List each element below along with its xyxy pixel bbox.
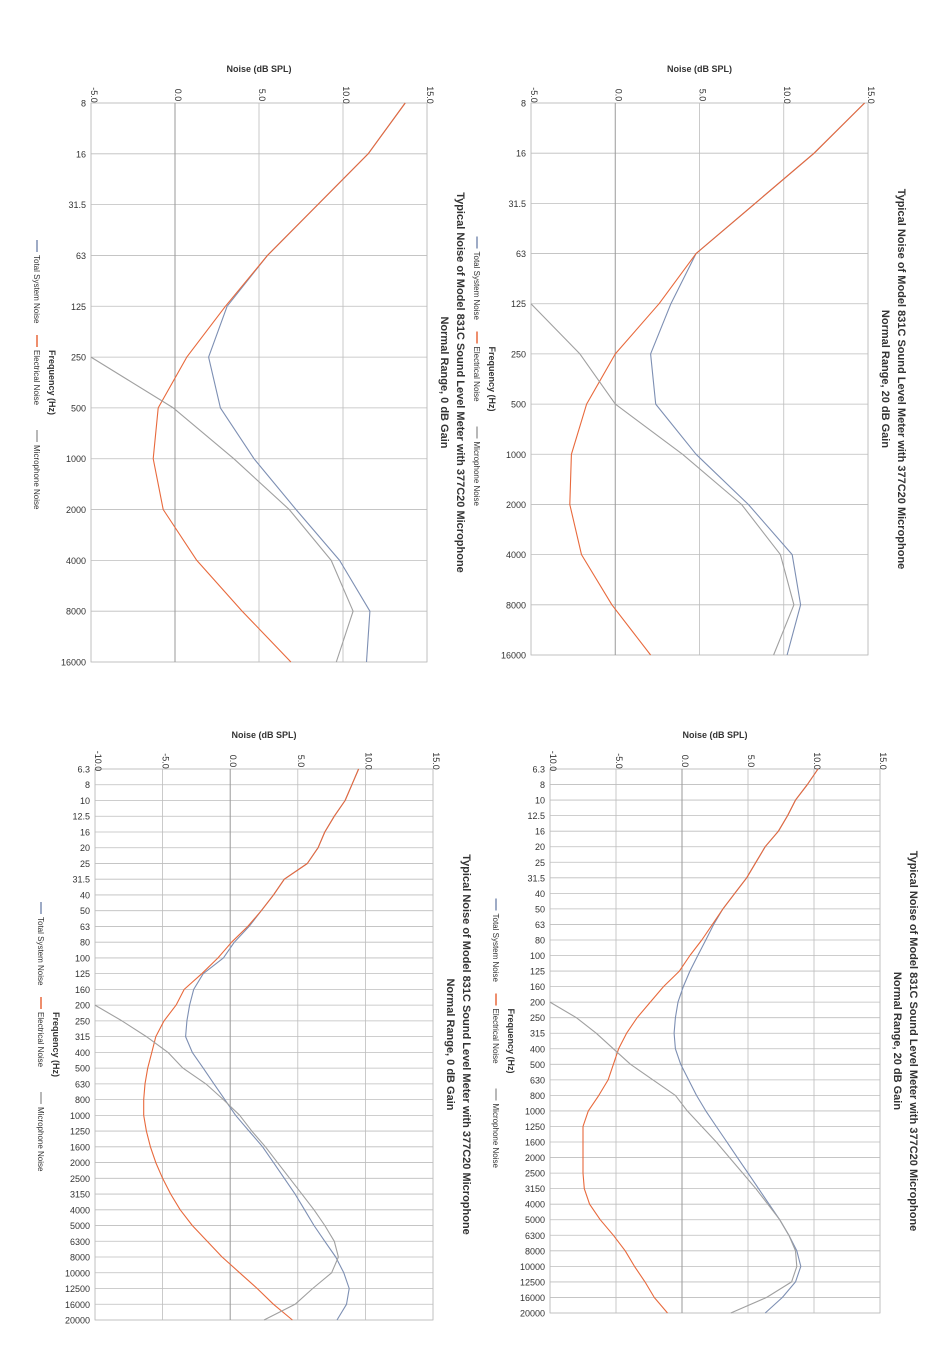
category-tick-label: 8000 <box>505 600 526 611</box>
category-tick-label: 125 <box>510 299 526 310</box>
legend-label: Electrical Noise <box>32 350 41 406</box>
category-tick-label: 31.5 <box>72 874 90 885</box>
category-tick-label: 8000 <box>69 1252 90 1263</box>
value-tick-label: 5.0 <box>746 754 756 768</box>
category-tick-label: 10000 <box>64 1268 90 1279</box>
value-tick-label: 10.0 <box>341 86 351 104</box>
series-line-total <box>651 103 865 655</box>
category-axis-title: Frequency (Hz) <box>51 1011 61 1078</box>
series-line-total <box>186 769 359 1320</box>
category-tick-label: 3150 <box>69 1189 90 1200</box>
category-tick-label: 8 <box>80 98 86 109</box>
category-axis-title: Frequency (Hz) <box>487 346 497 412</box>
legend <box>491 899 500 1169</box>
legend-label: Microphone Noise <box>32 445 41 510</box>
category-tick-label: 8000 <box>65 606 86 617</box>
category-tick-label: 16 <box>534 826 545 837</box>
value-axis-title: Noise (dB SPL) <box>666 64 733 74</box>
category-tick-label: 6.3 <box>532 764 545 775</box>
chart-0db-gain-octave <box>32 64 466 668</box>
value-tick-label: -10.0 <box>548 750 558 772</box>
category-tick-label: 4000 <box>65 555 86 566</box>
category-tick-label: 200 <box>529 997 545 1008</box>
category-tick-label: 800 <box>74 1095 90 1106</box>
category-tick-label: 100 <box>74 953 90 964</box>
chart-title: Typical Noise of Model 831C Sound Level Meter with 377C20 Microphone <box>454 192 466 573</box>
chart-20db-gain-octave <box>472 64 907 661</box>
series-line-total <box>209 103 406 662</box>
legend-label: Total System Noise <box>491 913 500 982</box>
value-tick-label: 10.0 <box>812 752 822 770</box>
value-tick-label: 15.0 <box>866 86 876 104</box>
value-tick-label: 0.0 <box>613 88 624 102</box>
category-tick-label: 400 <box>529 1044 545 1055</box>
category-tick-label: 125 <box>70 301 86 312</box>
value-tick-label: -5.0 <box>614 753 624 769</box>
category-tick-label: 6.3 <box>77 764 90 775</box>
category-tick-label: 3150 <box>524 1184 545 1195</box>
series-line-electrical <box>144 769 359 1320</box>
category-tick-label: 80 <box>79 937 90 948</box>
value-tick-label: -5.0 <box>529 87 539 103</box>
category-tick-label: 16000 <box>60 657 86 668</box>
value-tick-label: 10.0 <box>363 752 374 770</box>
category-tick-label: 1250 <box>524 1121 545 1132</box>
category-tick-label: 2000 <box>65 505 86 516</box>
value-tick-label: 5.0 <box>295 754 306 768</box>
category-tick-label: 31.5 <box>527 873 545 884</box>
chart-title: Typical Noise of Model 831C Sound Level Meter with 377C20 Microphone <box>895 188 907 570</box>
value-tick-label: -5.0 <box>160 753 171 769</box>
category-tick-label: 12500 <box>519 1277 545 1288</box>
legend-label: Electrical Noise <box>472 346 481 402</box>
category-tick-label: 50 <box>79 906 90 917</box>
category-tick-label: 50 <box>534 904 545 915</box>
category-tick-label: 16000 <box>519 1292 545 1303</box>
value-tick-label: 5.0 <box>697 88 708 102</box>
category-tick-label: 125 <box>74 969 90 980</box>
category-tick-label: 1000 <box>65 454 86 465</box>
value-tick-label: 15.0 <box>425 86 435 104</box>
series-line-electrical <box>570 103 865 655</box>
category-tick-label: 16 <box>515 148 526 159</box>
category-tick-label: 500 <box>74 1063 90 1074</box>
category-axis-title: Frequency (Hz) <box>47 349 57 416</box>
category-tick-label: 8 <box>539 780 545 791</box>
category-tick-label: 1000 <box>505 449 526 460</box>
category-tick-label: 4000 <box>69 1205 90 1216</box>
category-tick-label: 63 <box>534 919 545 930</box>
category-tick-label: 12.5 <box>72 811 90 822</box>
category-tick-label: 8000 <box>524 1246 545 1257</box>
category-tick-label: 315 <box>529 1028 545 1039</box>
category-tick-label: 25 <box>534 857 545 868</box>
value-tick-label: 15.0 <box>878 752 888 770</box>
chart-title: Typical Noise of Model 831C Sound Level Meter with 377C20 Microphone <box>907 850 919 1232</box>
category-tick-label: 125 <box>529 966 545 977</box>
category-tick-label: 20000 <box>519 1308 545 1319</box>
category-tick-label: 10 <box>534 795 545 806</box>
value-tick-label: 0.0 <box>173 88 183 102</box>
legend-label: Electrical Noise <box>491 1008 500 1064</box>
legend-label: Microphone Noise <box>472 441 481 506</box>
category-axis-title: Frequency (Hz) <box>506 1008 516 1074</box>
chart-subtitle: Normal Range, 0 dB Gain <box>438 316 450 449</box>
category-tick-label: 40 <box>79 890 90 901</box>
category-tick-label: 20 <box>79 843 90 854</box>
category-tick-label: 6300 <box>524 1230 545 1241</box>
category-tick-label: 1250 <box>69 1126 90 1137</box>
category-tick-label: 16000 <box>500 650 526 661</box>
category-tick-label: 500 <box>70 403 86 414</box>
category-tick-label: 630 <box>74 1079 90 1090</box>
category-tick-label: 10 <box>79 795 90 806</box>
legend <box>36 902 45 1172</box>
category-tick-label: 4000 <box>524 1199 545 1210</box>
category-tick-label: 80 <box>534 935 545 946</box>
category-tick-label: 500 <box>529 1059 545 1070</box>
category-tick-label: 31.5 <box>508 198 526 209</box>
legend-label: Total System Noise <box>36 917 45 986</box>
category-tick-label: 6300 <box>69 1236 90 1247</box>
category-tick-label: 250 <box>74 1016 90 1027</box>
value-tick-label: 15.0 <box>431 752 441 770</box>
category-tick-label: 2000 <box>69 1158 90 1169</box>
chart-0db-gain-third-octave <box>36 730 472 1326</box>
category-tick-label: 250 <box>529 1013 545 1024</box>
category-tick-label: 1600 <box>69 1142 90 1153</box>
category-tick-label: 40 <box>534 888 545 899</box>
legend-label: Total System Noise <box>472 251 481 320</box>
value-tick-label: -5.0 <box>89 87 99 103</box>
category-tick-label: 8 <box>84 780 90 791</box>
category-tick-label: 630 <box>529 1075 545 1086</box>
plot-frame <box>550 769 880 1313</box>
value-tick-label: -10.0 <box>93 750 103 772</box>
category-tick-label: 20 <box>534 842 545 853</box>
value-axis-title: Noise (dB SPL) <box>226 64 292 74</box>
category-tick-label: 1000 <box>524 1106 545 1117</box>
value-axis-title: Noise (dB SPL) <box>682 730 748 740</box>
chart-subtitle: Normal Range, 20 dB Gain <box>891 971 903 1111</box>
category-tick-label: 500 <box>510 399 526 410</box>
category-tick-label: 4000 <box>505 550 526 561</box>
legend <box>32 240 41 510</box>
category-tick-label: 800 <box>529 1090 545 1101</box>
category-tick-label: 2500 <box>69 1173 90 1184</box>
value-tick-label: 10.0 <box>781 86 792 104</box>
legend-label: Microphone Noise <box>491 1103 500 1168</box>
legend <box>472 237 481 507</box>
category-tick-label: 1000 <box>69 1110 90 1121</box>
series-line-total <box>674 769 818 1313</box>
category-tick-label: 400 <box>74 1047 90 1058</box>
legend-label: Total System Noise <box>32 255 41 324</box>
category-tick-label: 12500 <box>64 1284 90 1295</box>
category-tick-label: 2000 <box>505 499 526 510</box>
chart-subtitle: Normal Range, 0 dB Gain <box>444 978 456 1111</box>
value-tick-label: 0.0 <box>680 754 690 768</box>
category-tick-label: 250 <box>70 352 86 363</box>
value-tick-label: 5.0 <box>257 88 267 102</box>
category-tick-label: 63 <box>515 249 526 260</box>
category-tick-label: 1600 <box>524 1137 545 1148</box>
category-tick-label: 16 <box>75 149 86 160</box>
category-tick-label: 63 <box>79 921 90 932</box>
category-tick-label: 12.5 <box>527 811 545 822</box>
category-tick-label: 63 <box>75 250 86 261</box>
category-tick-label: 5000 <box>524 1215 545 1226</box>
series-line-electrical <box>583 769 818 1313</box>
chart-subtitle: Normal Range, 20 dB Gain <box>879 309 891 449</box>
category-tick-label: 10000 <box>519 1261 545 1272</box>
chart-title: Typical Noise of Model 831C Sound Level Meter with 377C20 Microphone <box>460 854 472 1235</box>
plot-frame <box>95 769 433 1320</box>
category-tick-label: 200 <box>74 1000 90 1011</box>
series-line-electrical <box>153 103 405 662</box>
category-tick-label: 25 <box>79 858 90 869</box>
chart-20db-gain-third-octave <box>491 730 919 1319</box>
category-tick-label: 16 <box>79 827 90 838</box>
category-tick-label: 160 <box>529 982 545 993</box>
legend-label: Microphone Noise <box>36 1107 45 1172</box>
category-tick-label: 2000 <box>524 1153 545 1164</box>
category-tick-label: 5000 <box>69 1221 90 1232</box>
category-tick-label: 31.5 <box>68 200 86 211</box>
legend-label: Electrical Noise <box>36 1012 45 1068</box>
category-tick-label: 8 <box>520 98 526 109</box>
category-tick-label: 2500 <box>524 1168 545 1179</box>
value-tick-label: 0.0 <box>228 754 239 768</box>
category-tick-label: 100 <box>529 951 545 962</box>
category-tick-label: 315 <box>74 1032 90 1043</box>
category-tick-label: 250 <box>510 349 526 360</box>
category-tick-label: 16000 <box>64 1299 90 1310</box>
value-axis-title: Noise (dB SPL) <box>231 730 297 740</box>
category-tick-label: 160 <box>74 984 90 995</box>
category-tick-label: 20000 <box>64 1315 90 1326</box>
